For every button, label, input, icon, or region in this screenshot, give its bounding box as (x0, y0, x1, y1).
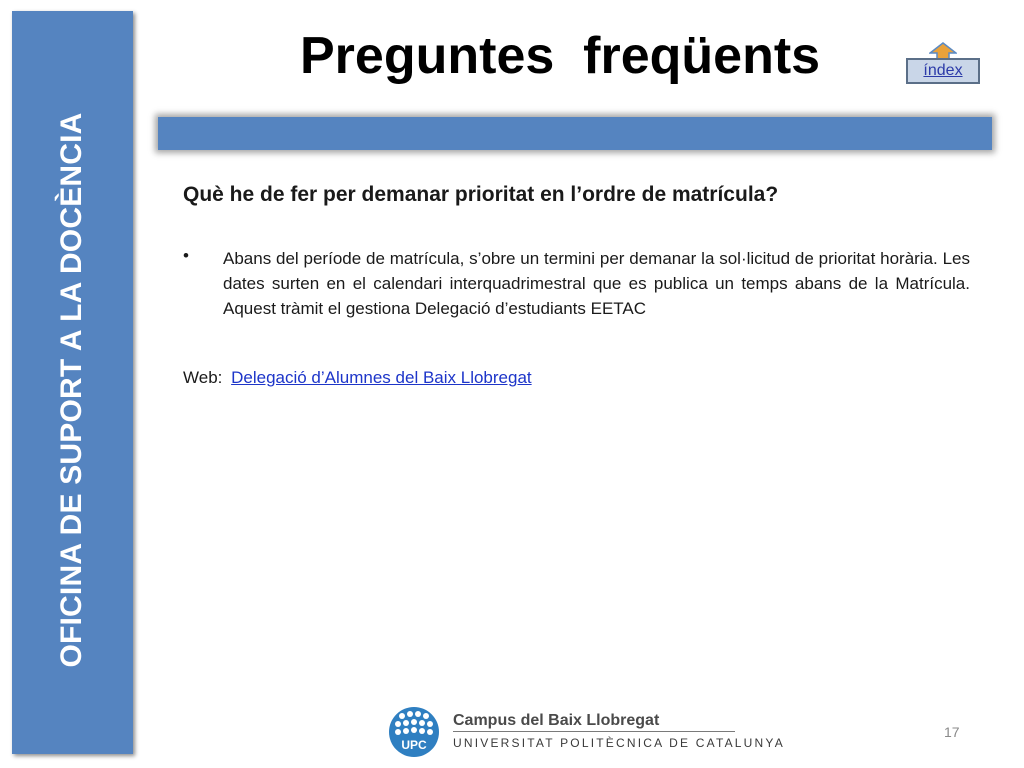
sidebar-label: OFICINA DE SUPORT A LA DOCÈNCIA (55, 112, 88, 668)
web-line (183, 368, 532, 388)
faq-question: Què he de fer per demanar prioritat en l’ordre de matrícula? (183, 183, 779, 206)
logo-text: UPC (401, 738, 427, 752)
page-number: 17 (944, 724, 960, 740)
header-banner-bar (158, 117, 992, 150)
answer-text: Abans del període de matrícula, s’obre un termini per demanar la sol·licitud de prioritat horària. Les dates surten en el calendari interquadrimestral que es publica un temps abans de la Matrícula. Aquest tràmit el gestiona Delegació d’estudiants EETAC (223, 249, 970, 318)
upc-logo-icon (388, 706, 440, 758)
faq-answer (183, 246, 970, 321)
footer-divider (453, 731, 735, 732)
delegacio-link[interactable]: Delegació d’Alumnes del Baix Llobregat (231, 368, 532, 387)
web-label: Web: (183, 368, 223, 387)
campus-name: Campus del Baix Llobregat (453, 712, 660, 729)
index-link[interactable]: índex (906, 58, 980, 84)
university-name: UNIVERSITAT POLITÈCNICA DE CATALUNYA (453, 736, 785, 750)
bullet-marker: • (183, 246, 189, 265)
page-title: Preguntes freqüents (300, 27, 821, 85)
